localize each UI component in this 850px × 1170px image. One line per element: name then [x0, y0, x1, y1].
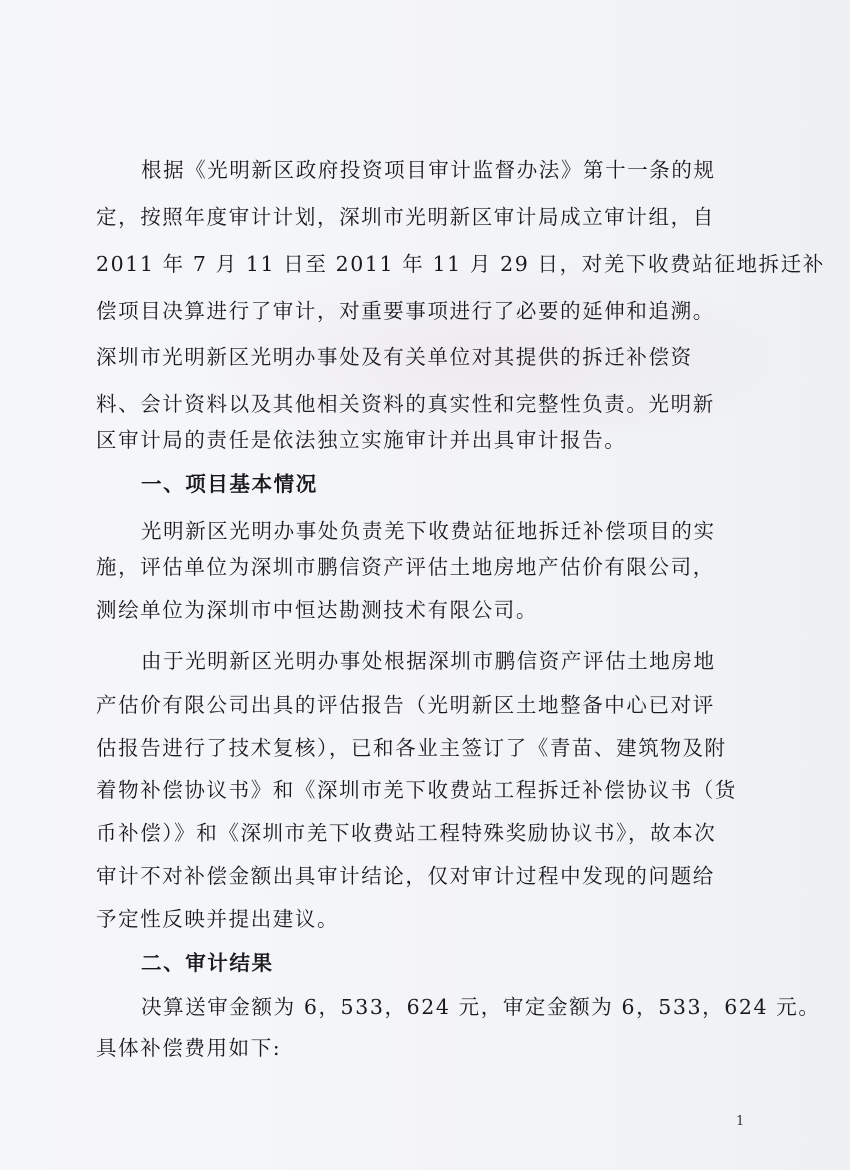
section1-p2-line-6: 审计不对补偿金额出具审计结论，仅对审计过程中发现的问题给 — [96, 864, 715, 888]
intro-line-5: 深圳市光明新区光明办事处及有关单位对其提供的拆迁补偿资 — [96, 345, 693, 369]
intro-line-3: 2011 年 7 月 11 日至 2011 年 11 月 29 日，对羌下收费站征地拆迁补 — [96, 252, 825, 276]
section1-p2-line-1: 由于光明新区光明办事处根据深圳市鹏信资产评估土地房地 — [141, 649, 716, 673]
section1-p1-line-3: 测绘单位为深圳市中恒达勘测技术有限公司。 — [96, 598, 538, 622]
section1-p1-line-2: 施，评估单位为深圳市鹏信资产评估土地房地产估价有限公司， — [96, 555, 715, 579]
section2-line-1: 决算送审金额为 6，533，624 元，审定金额为 6，533，624 元。 — [141, 995, 821, 1019]
section1-p1-line-1: 光明新区光明办事处负责羌下收费站征地拆迁补偿项目的实 — [141, 519, 716, 543]
intro-line-4: 偿项目决算进行了审计，对重要事项进行了必要的延伸和追溯。 — [96, 299, 715, 323]
section1-p2-line-3: 估报告进行了技术复核），已和各业主签订了《青苗、建筑物及附 — [96, 736, 727, 760]
intro-line-7: 区审计局的责任是依法独立实施审计并出具审计报告。 — [96, 428, 627, 452]
section1-p2-line-4: 着物补偿协议书》和《深圳市羌下收费站工程拆迁补偿协议书（货 — [96, 778, 737, 802]
intro-line-1: 根据《光明新区政府投资项目审计监督办法》第十一条的规 — [141, 158, 716, 182]
section-heading-1: 一、项目基本情况 — [141, 472, 318, 496]
page-number: 1 — [736, 1114, 745, 1129]
section1-p2-line-2: 产估价有限公司出具的评估报告（光明新区土地整备中心已对评 — [96, 693, 715, 717]
section1-p2-line-7: 予定性反映并提出建议。 — [96, 907, 340, 931]
intro-line-2: 定，按照年度审计计划，深圳市光明新区审计局成立审计组，自 — [96, 205, 715, 229]
intro-line-6: 料、会计资料以及其他相关资料的真实性和完整性负责。光明新 — [96, 392, 715, 416]
section2-line-2: 具体补偿费用如下: — [96, 1036, 282, 1060]
section-heading-2: 二、审计结果 — [141, 951, 274, 975]
section1-p2-line-5: 币补偿）》和《深圳市羌下收费站工程特殊奖励协议书》，故本次 — [96, 821, 717, 845]
